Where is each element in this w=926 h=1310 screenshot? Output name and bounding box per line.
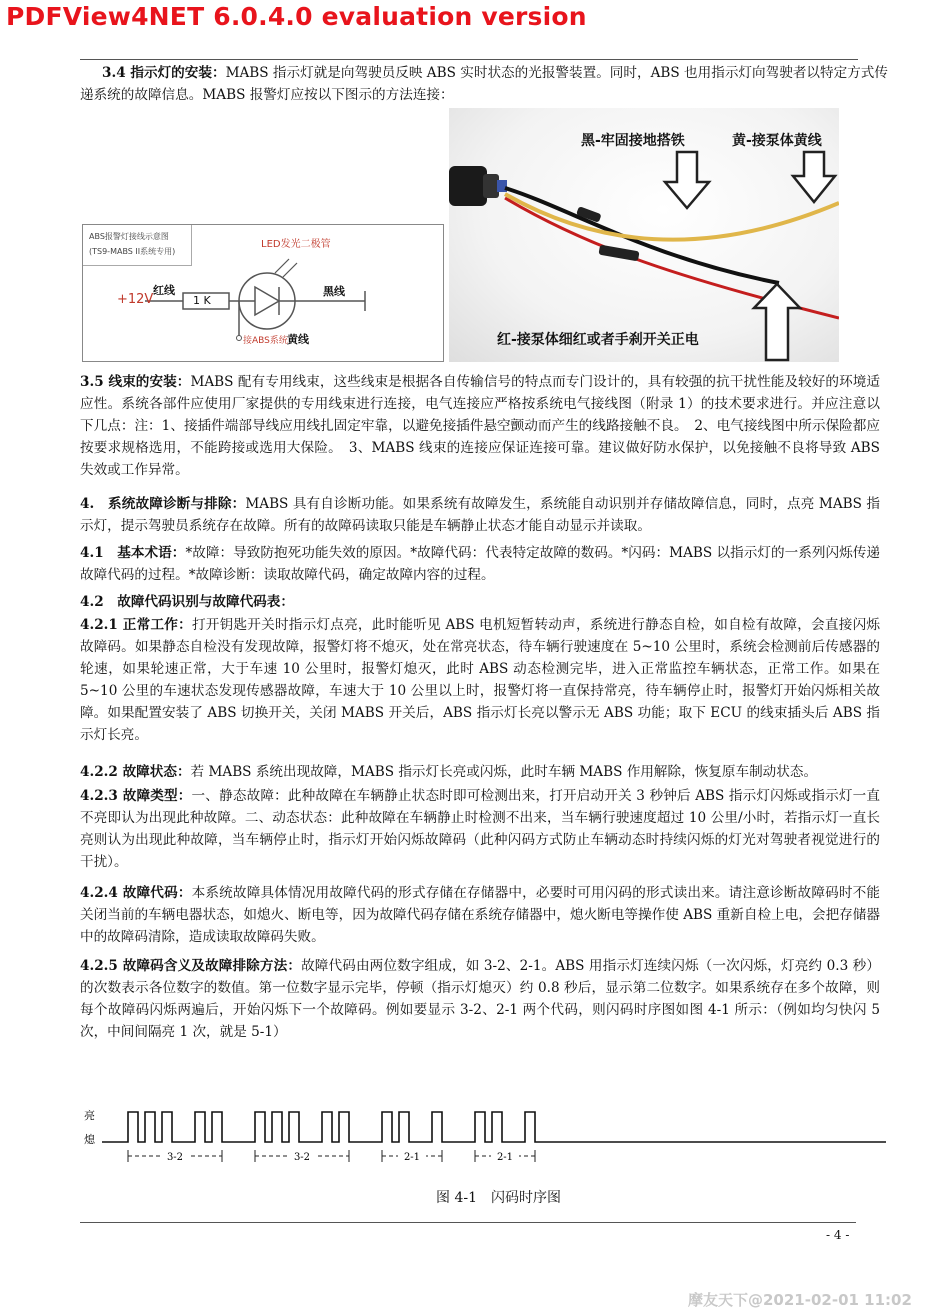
timing-waveform [102, 1112, 886, 1142]
section-3-5-text: MABS 配有专用线束，这些线束是根据各自传输信号的特点而专门设计的，具有较强的抗干扰性能及较好的环境适应性。系统各部件应使用厂家提供的专用线束进行连接，电气连接应严格按系统电气接线图（附录 1）的技术要求进行。并应注意以下几点：注：1、接插件端部导线应用线扎固定牢靠，以避免接插件悬空颤动而产生的线路接触不良。 2、电气接线图中所示保险都应按要求规格选用，不能跨接或选用大保险。 3、MABS 线束的连接应保证连接可靠。建议做好防水保护，以免接触不良将导致 ABS 失效或工作异常。 [80, 374, 880, 478]
timing-wave-path [102, 1112, 886, 1142]
header-rule [80, 59, 858, 60]
section-3-5 [80, 371, 880, 481]
schematic-yellow-wire: 黄线 [287, 333, 309, 346]
section-4-1-heading: 4.1 基本术语： [80, 545, 186, 561]
section-4-2-2 [80, 761, 880, 783]
section-4-2-3-heading: 4.2.3 故障类型： [80, 788, 192, 804]
timing-spans [128, 1149, 535, 1163]
section-4-2-5-heading: 4.2.5 故障码含义及故障排除方法： [80, 958, 302, 974]
schematic-red-wire: 红线 [153, 284, 175, 297]
section-4 [80, 493, 880, 537]
section-4-2-heading: 4.2 故障代码识别与故障代码表： [80, 594, 294, 610]
section-4-2-5 [80, 955, 880, 1043]
wiring-schematic [82, 224, 444, 362]
photo-label-yellow: 黄-接泵体黄线 [732, 133, 822, 149]
schematic-black-wire: 黑线 [323, 285, 345, 298]
section-4-1-text: *故障：导致防抱死功能失效的原因。*故障代码：代表特定故障的数码。*闪码：MABS 以指示灯的一系列闪烁传递故障代码的过程。*故障诊断：读取故障代码，确定故障内容的过程。 [80, 545, 881, 583]
section-3-4-heading: 3.4 指示灯的安装： [102, 65, 226, 81]
section-4-2-4-heading: 4.2.4 故障代码： [80, 885, 192, 901]
indicator-wiring-photo [449, 108, 839, 362]
timing-label-on: 亮 [84, 1109, 95, 1122]
section-4-1 [80, 542, 880, 586]
page-number: - 4 - [826, 1228, 850, 1242]
timing-code-label: 2-1 [496, 1152, 514, 1163]
section-3-4 [80, 62, 888, 106]
section-4-2-1-heading: 4.2.1 正常工作： [80, 617, 192, 633]
section-4-2-1 [80, 614, 880, 746]
figure-caption: 图 4-1 闪码时序图 [436, 1190, 561, 1206]
schematic-title-2: (TS9-MABS II系统专用) [89, 247, 176, 256]
section-4-2-1-text: 打开钥匙开关时指示灯点亮，此时能听见 ABS 电机短暂转动声，系统进行静态自检，如自检有故障，会直接闪烁故障码。如果静态自检没有发现故障，报警灯将不熄灭，处在常亮状态，待车辆行驶速度在 5~10 公里时，系统会检测前后传感器的轮速，如果轮速正常，大于车速 10 公里时，报警灯熄灭，此时 ABS 动态检测完毕，进入正常监控车辆状态，正常工作。如果在 5~10 公里的车速状态发现传感器故障，车速大于 10 公里以上时，报警灯将一直保持常亮，待车辆停止时，报警灯开始闪烁相关故障。如果配置安装了 ABS 切换开关，关闭 MABS 开关后，ABS 指示灯长亮以警示无 ABS 功能；取下 ECU 的线束插头后 ABS 指示灯长亮。 [80, 617, 880, 743]
section-3-5-heading: 3.5 线束的安装： [80, 374, 191, 390]
timing-code-label: 2-1 [403, 1152, 421, 1163]
section-4-2-4-text: 本系统故障具体情况用故障代码的形式存储在存储器中，必要时可用闪码的形式读出来。请注意诊断故障码时不能关闭当前的车辆电器状态，如熄火、断电等，因为故障代码存储在系统存储器中，熄火断电等操作使 ABS 重新自检上电，会把存储器中的故障码清除，造成读取故障码失败。 [80, 885, 880, 945]
schematic-voltage: +12V [117, 292, 154, 307]
schematic-title-1: ABS报警灯接线示意图 [89, 232, 169, 241]
timing-svg [80, 1100, 890, 1180]
section-4-text: MABS 具有自诊断功能。如果系统有故障发生，系统能自动识别并存储故障信息，同时，点亮 MABS 指示灯，提示驾驶员系统存在故障。所有的故障码读取只能是车辆静止状态才能自动显示并读取。 [80, 496, 880, 534]
schematic-resistor: 1 K [193, 294, 211, 307]
section-4-2-2-text: 若 MABS 系统出现故障，MABS 指示灯长亮或闪烁，此时车辆 MABS 作用解除，恢复原车制动状态。 [190, 764, 818, 780]
footer-stamp: 摩友天下@2021-02-01 11:02 [688, 1291, 912, 1309]
section-4-2-5-text: 故障代码由两位数字组成，如 3-2、2-1。ABS 用指示灯连续闪烁（一次闪烁，灯亮约 0.3 秒）的次数表示各位数字的数值。第一位数字显示完毕，停顿（指示灯熄灭）约 0.8 秒后，显示第二位数字。如果系统存在多个故障，则每个故障码闪烁两遍后，开始闪烁下一个故障码。例如要显示 3-2、2-1 两个代码，则闪码时序图如图 4-1 所示：（例如均匀快闪 5 次，中间间隔亮 1 次，就是 5-1） [80, 958, 880, 1040]
timing-code-label: 3-2 [166, 1152, 184, 1163]
footer-rule [80, 1222, 856, 1223]
section-4-heading: 4. 系统故障诊断与排除： [80, 496, 246, 512]
photo-label-black: 黑-牢固接地搭铁 [581, 133, 685, 149]
section-3-4-text: MABS 指示灯就是向驾驶员反映 ABS 实时状态的光报警装置。同时，ABS 也用指示灯向驾驶者以特定方式传递系统的故障信息。MABS 报警灯应按以下图示的方法连接： [80, 65, 888, 103]
flash-code-timing-diagram [80, 1100, 890, 1184]
section-4-2-4 [80, 882, 880, 948]
schematic-led-label: LED发光二极管 [261, 239, 331, 250]
evaluation-watermark: PDFView4NET 6.0.4.0 evaluation version [6, 2, 587, 31]
section-4-2-2-heading: 4.2.2 故障状态： [80, 764, 191, 780]
section-4-2-3 [80, 785, 880, 873]
timing-label-off: 熄 [84, 1133, 95, 1146]
schematic-abs-label: 接ABS系统 [243, 336, 288, 346]
timing-code-label: 3-2 [293, 1152, 311, 1163]
section-4-2-3-text: 一、静态故障：此种故障在车辆静止状态时即可检测出来，打开启动开关 3 秒钟后 ABS 指示灯闪烁或指示灯一直不亮即认为出现此种故障。二、动态状态：此种故障在车辆静止时检测不出来，当车辆行驶速度超过 10 公里/小时，若指示灯一直长亮则认为出现此种故障，当车辆停止时，指示灯开始闪烁故障码（此种闪码方式防止车辆动态时持续闪烁的灯光对驾驶者视觉进行的干扰）。 [80, 788, 880, 870]
photo-label-red: 红-接泵体细红或者手刹开关正电 [497, 332, 699, 348]
